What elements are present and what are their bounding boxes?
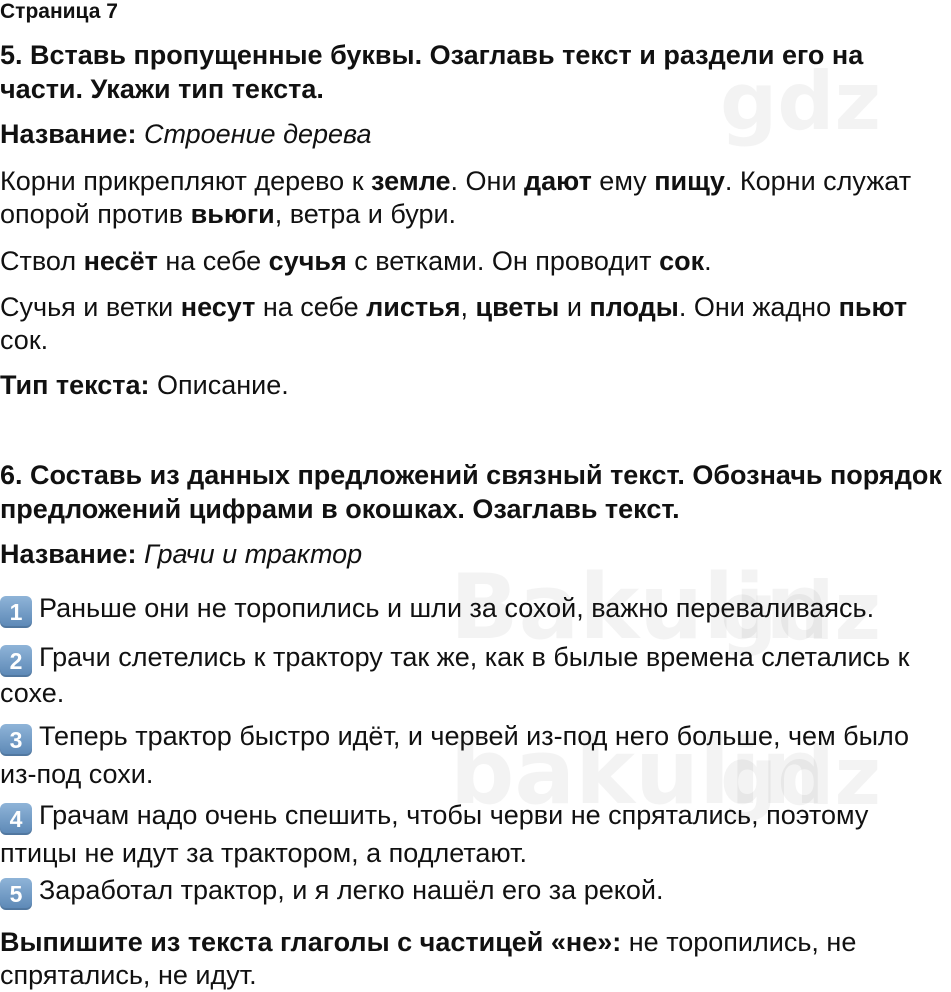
text-segment: . Они жадно (678, 292, 839, 322)
sentence-text: Заработал трактор, и я легко нашёл его за рекой. (39, 875, 664, 905)
inserted-word: несёт (83, 246, 158, 276)
verbs-label: Выпишите из текста глаголы с частицей «не»: (0, 927, 622, 957)
inserted-word: листья (366, 292, 461, 322)
text-segment: на себе (157, 246, 269, 276)
number-badge-1: 1 (0, 596, 32, 628)
inserted-word: пищу (654, 166, 725, 196)
verbs-value: не торопились, не спрятались, не идут. (0, 927, 857, 990)
task5-paragraph-2 (0, 245, 950, 278)
sentence-text: Теперь трактор быстро идёт, и червей из-под него больше, чем было из-под сохи. (0, 721, 910, 789)
text-segment: Корни прикрепляют дерево к (0, 166, 372, 196)
text-segment: . (704, 246, 712, 276)
inserted-word: вьюги (190, 199, 275, 229)
task5-text-type (0, 369, 950, 402)
text-segment: , ветра и бури. (274, 199, 457, 229)
task5-type-value: Описание. (149, 370, 289, 400)
text-segment: на себе (255, 292, 367, 322)
number-badge-2: 2 (0, 645, 32, 677)
task5-heading: 5. Вставь пропущенные буквы. Озаглавь текст и раздели его на части. Укажи тип текста. (0, 40, 864, 104)
text-segment: Сучья и ветки (0, 292, 181, 322)
text-segment: с ветками. Он проводит (346, 246, 660, 276)
task5-title-label: Название: (0, 119, 137, 149)
number-badge-3: 3 (0, 724, 32, 756)
task6-heading: 6. Составь из данных предложений связный текст. Обозначь порядок предложений цифрами в окошках. Озаглавь текст. (0, 460, 942, 524)
text-segment: сок. (0, 325, 49, 355)
task6-verbs-answer (0, 926, 950, 992)
task6-sentence-2 (0, 641, 950, 710)
text-segment: и (559, 292, 590, 322)
text-segment: . Они (450, 166, 525, 196)
text-segment: Ствол (0, 246, 84, 276)
task6-sentence-1 (0, 592, 950, 628)
inserted-word: пьют (838, 292, 908, 322)
task6-title-label: Название: (0, 539, 137, 569)
task5-title (0, 118, 950, 151)
task6-sentence-3 (0, 718, 950, 792)
inserted-word: земле (371, 166, 451, 196)
inserted-word: цветы (475, 292, 560, 322)
inserted-word: несут (180, 292, 256, 322)
task6-sentence-4 (0, 797, 950, 872)
task5-paragraph-1 (0, 165, 950, 231)
sentence-text: Раньше они не торопились и шли за сохой, важно переваливаясь. (39, 593, 875, 623)
task6-title (0, 538, 950, 571)
number-badge-4: 4 (0, 803, 32, 835)
sentence-text: Грачи слетелись к трактору так же, как в былые времена слетались к сохе. (0, 642, 910, 708)
task5-title-value: Строение дерева (143, 119, 372, 149)
inserted-word: дают (524, 166, 592, 196)
inserted-word: плоды (589, 292, 679, 322)
task6-sentence-5 (0, 874, 950, 910)
sentence-text: Грачам надо очень спешить, чтобы черви не спрятались, поэтому птицы не идут за трактором, а подлетают. (0, 800, 869, 868)
task5-type-label: Тип текста: (0, 370, 150, 400)
inserted-word: сучья (268, 246, 347, 276)
number-badge-5: 5 (0, 878, 32, 910)
text-segment: . Корни служат опорой против (0, 166, 912, 229)
text-segment: ему (591, 166, 655, 196)
inserted-word: сок (659, 246, 705, 276)
text-segment: , (460, 292, 476, 322)
page-label: Страница 7 (0, 0, 118, 23)
task6-title-value: Грачи и трактор (143, 539, 363, 569)
task5-paragraph-3 (0, 291, 950, 357)
